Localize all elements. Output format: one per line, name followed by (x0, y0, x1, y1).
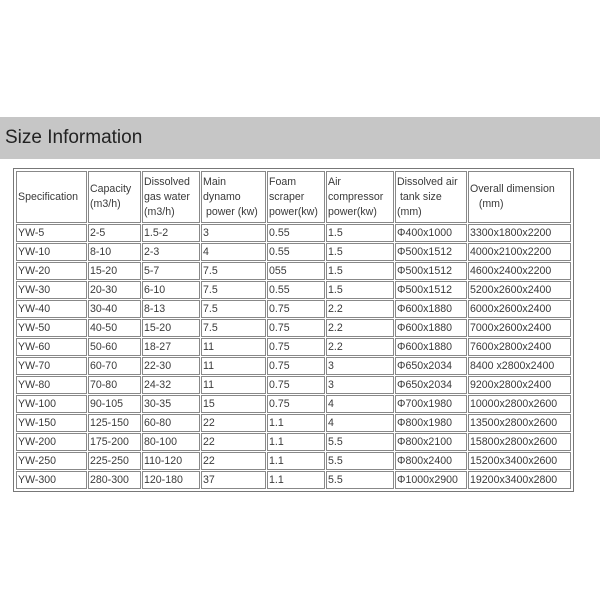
table-cell: 4 (326, 414, 394, 432)
column-header-line: Air (328, 175, 341, 188)
table-cell: Φ600x1880 (395, 319, 467, 337)
table-cell: 8400 x2800x2400 (468, 357, 571, 375)
table-cell: 5.5 (326, 471, 394, 489)
table-cell: YW-200 (16, 433, 87, 451)
table-cell: 4 (326, 395, 394, 413)
table-cell: 70-80 (88, 376, 141, 394)
table-cell: Φ500x1512 (395, 262, 467, 280)
table-cell: YW-10 (16, 243, 87, 261)
table-cell: YW-40 (16, 300, 87, 318)
table-cell: 22 (201, 433, 266, 451)
table-cell: 15200x3400x2600 (468, 452, 571, 470)
table-cell: 175-200 (88, 433, 141, 451)
table-cell: YW-80 (16, 376, 87, 394)
column-header-line: Main (203, 175, 226, 188)
table-cell: YW-300 (16, 471, 87, 489)
table-cell: 9200x2800x2400 (468, 376, 571, 394)
table-cell: 4000x2100x2200 (468, 243, 571, 261)
table-row (16, 338, 571, 356)
table-cell: YW-30 (16, 281, 87, 299)
table-cell: 15800x2800x2600 (468, 433, 571, 451)
table-cell: 6-10 (142, 281, 200, 299)
table-cell: Φ500x1512 (395, 281, 467, 299)
column-header-line: scraper (269, 190, 305, 203)
table-cell: 90-105 (88, 395, 141, 413)
table-cell: 40-50 (88, 319, 141, 337)
table-row (16, 376, 571, 394)
table-cell: 0.55 (267, 224, 325, 242)
table-cell: Φ600x1880 (395, 338, 467, 356)
column-header-line: power(kw) (269, 205, 318, 218)
table-cell: YW-50 (16, 319, 87, 337)
table-cell: 19200x3400x2800 (468, 471, 571, 489)
table-cell: YW-70 (16, 357, 87, 375)
table-cell: 37 (201, 471, 266, 489)
table-cell: 8-13 (142, 300, 200, 318)
table-row (16, 395, 571, 413)
table-cell: Φ700x1980 (395, 395, 467, 413)
column-header (395, 171, 467, 223)
table-cell: 10000x2800x2600 (468, 395, 571, 413)
table-cell: 7600x2800x2400 (468, 338, 571, 356)
table-cell: 1.5 (326, 224, 394, 242)
table-cell: 3 (201, 224, 266, 242)
table-cell: 280-300 (88, 471, 141, 489)
column-header-line: Specification (18, 190, 79, 203)
table-cell: Φ800x1980 (395, 414, 467, 432)
table-cell: 2.2 (326, 300, 394, 318)
column-header (201, 171, 266, 223)
table-cell: YW-5 (16, 224, 87, 242)
section-header (0, 117, 600, 159)
table-cell: 6000x2600x2400 (468, 300, 571, 318)
table-row (16, 433, 571, 451)
table-cell: 4 (201, 243, 266, 261)
column-header (142, 171, 200, 223)
table-cell: 110-120 (142, 452, 200, 470)
column-header-line: (mm) (470, 198, 504, 210)
table-cell: Φ1000x2900 (395, 471, 467, 489)
table-row (16, 243, 571, 261)
table-cell: Φ800x2100 (395, 433, 467, 451)
table-cell: 0.75 (267, 376, 325, 394)
table-cell: 13500x2800x2600 (468, 414, 571, 432)
table-cell: 22 (201, 452, 266, 470)
column-header (16, 171, 87, 223)
table-cell: 8-10 (88, 243, 141, 261)
table-cell: 2.2 (326, 319, 394, 337)
table-row (16, 414, 571, 432)
table-cell: YW-100 (16, 395, 87, 413)
column-header-line: Foam (269, 175, 297, 188)
table-cell: 0.75 (267, 357, 325, 375)
table-cell: 125-150 (88, 414, 141, 432)
table-cell: 22 (201, 414, 266, 432)
table-cell: Φ650x2034 (395, 357, 467, 375)
table-cell: 7000x2600x2400 (468, 319, 571, 337)
table-cell: 5200x2600x2400 (468, 281, 571, 299)
table-cell: 11 (201, 338, 266, 356)
table-cell: 3 (326, 357, 394, 375)
column-header-line: Dissolved (144, 175, 190, 188)
column-header-line: (m3/h) (90, 198, 121, 210)
table-cell: Φ650x2034 (395, 376, 467, 394)
table-cell: 7.5 (201, 300, 266, 318)
table-cell: 120-180 (142, 471, 200, 489)
table-row (16, 281, 571, 299)
table-cell: 0.75 (267, 395, 325, 413)
table-row (16, 452, 571, 470)
table-cell: 15 (201, 395, 266, 413)
column-header-line: Dissolved air (397, 175, 458, 188)
size-table-wrapper (13, 168, 574, 492)
table-cell: 11 (201, 376, 266, 394)
table-cell: 30-40 (88, 300, 141, 318)
table-cell: 3 (326, 376, 394, 394)
table-row (16, 224, 571, 242)
table-cell: 0.75 (267, 338, 325, 356)
table-row (16, 262, 571, 280)
section-title: Size Information (5, 127, 143, 148)
table-cell: 4600x2400x2200 (468, 262, 571, 280)
table-header-row (16, 171, 571, 223)
column-header-line: (m3/h) (144, 205, 175, 218)
table-cell: Φ500x1512 (395, 243, 467, 261)
table-cell: 5-7 (142, 262, 200, 280)
table-cell: 2.2 (326, 338, 394, 356)
table-cell: 50-60 (88, 338, 141, 356)
column-header-line: tank size (397, 190, 442, 203)
column-header-line: compressor (328, 190, 384, 203)
table-cell: 0.55 (267, 281, 325, 299)
column-header-line: dynamo (203, 190, 241, 203)
column-header-line: Overall dimension (470, 183, 555, 195)
column-header-line: gas water (144, 190, 190, 203)
table-row (16, 357, 571, 375)
table-row (16, 319, 571, 337)
table-cell: 2-3 (142, 243, 200, 261)
table-cell: 0.55 (267, 243, 325, 261)
column-header-line: power(kw) (328, 205, 377, 218)
table-cell: 30-35 (142, 395, 200, 413)
column-header (326, 171, 394, 223)
table-cell: 22-30 (142, 357, 200, 375)
table-cell: 1.1 (267, 433, 325, 451)
table-cell: 1.5 (326, 281, 394, 299)
table-row (16, 471, 571, 489)
table-cell: 225-250 (88, 452, 141, 470)
column-header (88, 171, 141, 223)
table-cell: 5.5 (326, 452, 394, 470)
table-cell: 18-27 (142, 338, 200, 356)
table-cell: Φ600x1880 (395, 300, 467, 318)
table-cell: 20-30 (88, 281, 141, 299)
table-cell: 1.1 (267, 414, 325, 432)
table-cell: 1.5 (326, 243, 394, 261)
table-cell: YW-60 (16, 338, 87, 356)
table-cell: 2-5 (88, 224, 141, 242)
column-header-line: (mm) (397, 205, 422, 218)
table-cell: 7.5 (201, 262, 266, 280)
table-cell: Φ400x1000 (395, 224, 467, 242)
table-cell: YW-250 (16, 452, 87, 470)
table-cell: 7.5 (201, 319, 266, 337)
table-cell: 1.1 (267, 452, 325, 470)
table-cell: 11 (201, 357, 266, 375)
table-cell: 1.5 (326, 262, 394, 280)
table-cell: 15-20 (88, 262, 141, 280)
table-cell: 80-100 (142, 433, 200, 451)
column-header-line: Capacity (90, 183, 132, 195)
size-table (15, 170, 572, 490)
table-cell: 3300x1800x2200 (468, 224, 571, 242)
table-cell: Φ800x2400 (395, 452, 467, 470)
table-cell: 5.5 (326, 433, 394, 451)
column-header (267, 171, 325, 223)
table-cell: 1.5-2 (142, 224, 200, 242)
table-cell: 7.5 (201, 281, 266, 299)
table-cell: 60-80 (142, 414, 200, 432)
table-cell: 1.1 (267, 471, 325, 489)
table-cell: 60-70 (88, 357, 141, 375)
table-cell: 0.75 (267, 319, 325, 337)
table-cell: 0.75 (267, 300, 325, 318)
table-cell: 15-20 (142, 319, 200, 337)
column-header-line: power (kw) (203, 205, 258, 218)
column-header (468, 171, 571, 223)
table-cell: 055 (267, 262, 325, 280)
table-cell: YW-20 (16, 262, 87, 280)
table-row (16, 300, 571, 318)
table-cell: YW-150 (16, 414, 87, 432)
table-cell: 24-32 (142, 376, 200, 394)
